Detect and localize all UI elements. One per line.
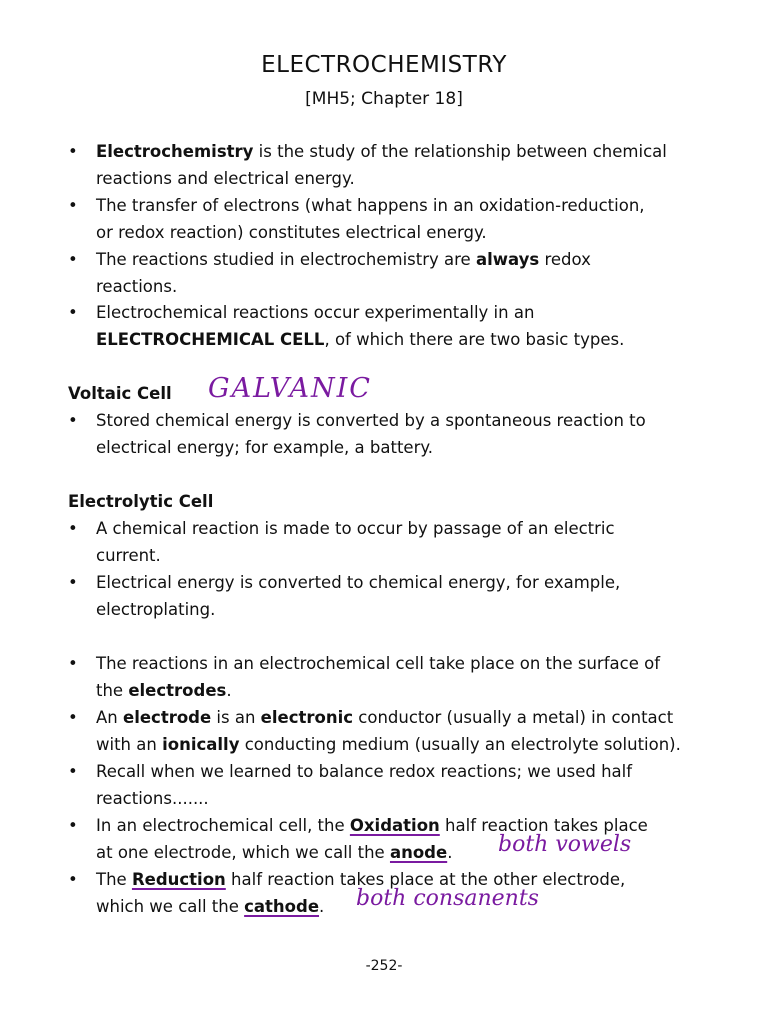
bullet-marker: • [68, 250, 78, 269]
term-electronic: electronic [260, 708, 354, 727]
bullet-marker: • [68, 411, 78, 430]
bullet-marker: • [68, 519, 78, 538]
page-number: -252- [365, 958, 403, 974]
electrodes-bullet-5-line-2 [96, 896, 324, 918]
electrolytic-bullet-1-line-1: A chemical reaction is made to occur by passage of an electric [96, 519, 615, 538]
intro-bullet-4-line-2 [96, 329, 624, 351]
bullet-marker: • [68, 870, 78, 889]
term-electrode: electrode [123, 708, 212, 727]
text-span: . [319, 897, 325, 916]
bullet-marker: • [68, 142, 78, 161]
handwritten-both-vowels-annotation: both vowels [498, 832, 632, 857]
text-span: conductor (usually a metal) in contact [353, 708, 674, 727]
bullet-marker: • [68, 708, 78, 727]
bullet-marker: • [68, 816, 78, 835]
electrodes-bullet-4-line-2 [96, 842, 452, 864]
electrodes-bullet-1-line-2 [96, 680, 232, 702]
text-span: is the study of the relationship between chemical [253, 142, 667, 161]
electrolytic-bullet-2-line-1: Electrical energy is converted to chemical energy, for example, [96, 573, 621, 592]
text-span: half reaction takes place at the other electrode, [225, 870, 626, 889]
text-span: The [96, 870, 132, 889]
text-span: An [96, 708, 123, 727]
intro-bullet-2-line-1: The transfer of electrons (what happens in an oxidation-reduction, [96, 196, 645, 215]
electrodes-bullet-3-line-2: reactions....... [96, 789, 209, 808]
intro-bullet-1-line-2: reactions and electrical energy. [96, 169, 355, 188]
page-subtitle: [MH5; Chapter 18] [305, 89, 463, 109]
text-span: half reaction takes place [439, 816, 648, 835]
bullet-marker: • [68, 303, 78, 322]
term-cathode: cathode [244, 897, 320, 916]
voltaic-cell-heading: Voltaic Cell [68, 384, 172, 403]
bullet-marker: • [68, 196, 78, 215]
electrodes-bullet-2-line-1 [96, 707, 673, 729]
text-span: The reactions studied in electrochemistry are [96, 250, 476, 269]
bullet-marker: • [68, 762, 78, 781]
text-span: In an electrochemical cell, the [96, 816, 350, 835]
intro-bullet-3-line-2: reactions. [96, 277, 178, 296]
bullet-marker: • [68, 654, 78, 673]
text-span: the [96, 681, 129, 700]
electrodes-bullet-2-line-2 [96, 734, 681, 756]
intro-bullet-2-line-2: or redox reaction) constitutes electrical energy. [96, 223, 487, 242]
term-anode: anode [389, 843, 448, 862]
term-electrochemical-cell: ELECTROCHEMICAL CELL [96, 330, 325, 349]
intro-bullet-3-line-1 [96, 249, 591, 271]
term-electrodes: electrodes [128, 681, 227, 700]
electrolytic-bullet-2-line-2: electroplating. [96, 600, 216, 619]
electrodes-bullet-3-line-1: Recall when we learned to balance redox reactions; we used half [96, 762, 633, 781]
handwritten-galvanic-annotation: GALVANIC [208, 373, 372, 404]
page-title: ELECTROCHEMISTRY [261, 52, 507, 78]
voltaic-bullet-1-line-1: Stored chemical energy is converted by a spontaneous reaction to [96, 411, 646, 430]
text-span: conducting medium (usually an electrolyte solution). [239, 735, 681, 754]
text-span: , of which there are two basic types. [324, 330, 625, 349]
term-electrochemistry: Electrochemistry [96, 142, 254, 161]
intro-bullet-4-line-1: Electrochemical reactions occur experimentally in an [96, 303, 535, 322]
term-reduction: Reduction [131, 870, 226, 889]
text-span: which we call the [96, 897, 245, 916]
electrodes-bullet-1-line-1: The reactions in an electrochemical cell take place on the surface of [96, 654, 660, 673]
text-span: redox [539, 250, 591, 269]
text-span: . [226, 681, 232, 700]
term-oxidation: Oxidation [349, 816, 440, 835]
electrolytic-cell-heading: Electrolytic Cell [68, 492, 214, 511]
term-ionically: ionically [162, 735, 240, 754]
text-span: with an [96, 735, 163, 754]
bullet-marker: • [68, 573, 78, 592]
voltaic-bullet-1-line-2: electrical energy; for example, a battery. [96, 438, 434, 457]
electrolytic-bullet-1-line-2: current. [96, 546, 161, 565]
handwritten-both-consonants-annotation: both consanents [356, 886, 539, 911]
text-span: is an [211, 708, 261, 727]
intro-bullet-1-line-1 [96, 141, 667, 163]
text-span: . [447, 843, 453, 862]
text-span: at one electrode, which we call the [96, 843, 390, 862]
term-always: always [475, 250, 540, 269]
